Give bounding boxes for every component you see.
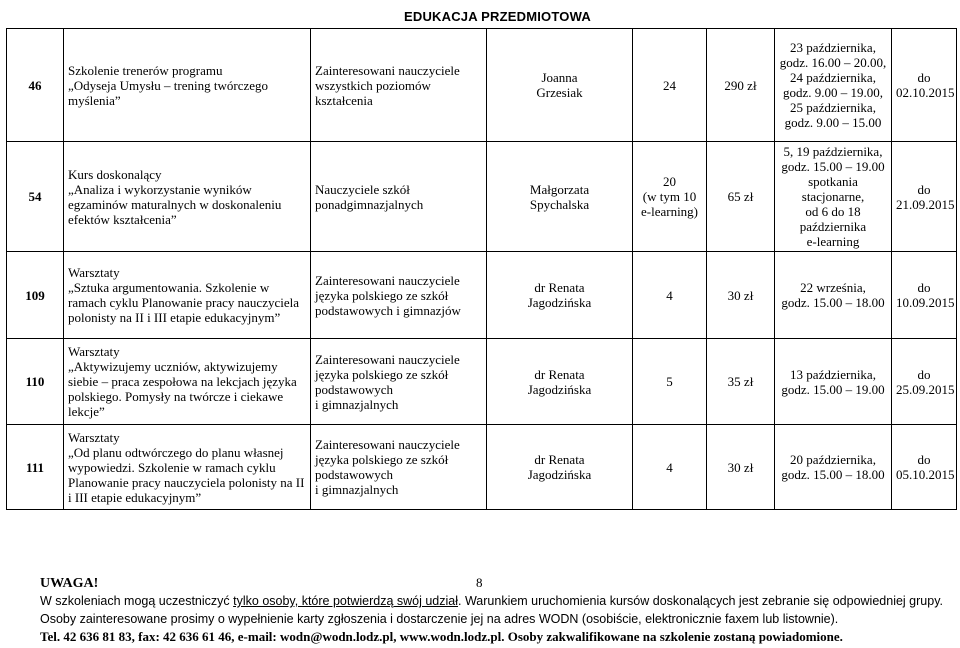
- table-row: [7, 252, 957, 339]
- footer-text: W szkoleniach mogą uczestniczyć: [40, 594, 234, 608]
- course-hours: 20 (w tym 10 e-learning): [633, 142, 707, 252]
- course-audience: Zainteresowani nauczyciele języka polskiego ze szkół podstawowych i gimnazjalnych: [311, 339, 487, 425]
- course-deadline: do 21.09.2015: [892, 142, 957, 252]
- course-deadline: do 25.09.2015: [892, 339, 957, 425]
- course-hours: 5: [633, 339, 707, 425]
- course-dates: 13 października, godz. 15.00 – 19.00: [775, 339, 892, 425]
- course-audience: Nauczyciele szkół ponadgimnazjalnych: [311, 142, 487, 252]
- footer-line-2: [40, 592, 950, 610]
- course-number: 111: [7, 425, 64, 510]
- course-number: 110: [7, 339, 64, 425]
- course-audience: Zainteresowani nauczyciele języka polskiego ze szkół podstawowych i gimnazjów: [311, 252, 487, 339]
- course-number: 54: [7, 142, 64, 252]
- course-deadline: do 10.09.2015: [892, 252, 957, 339]
- course-price: 30 zł: [707, 252, 775, 339]
- course-audience: Zainteresowani nauczyciele języka polskiego ze szkół podstawowych i gimnazjalnych: [311, 425, 487, 510]
- course-dates: 23 października, godz. 16.00 – 20.00, 24 października, godz. 9.00 – 19.00, 25 października, godz. 9.00 – 15.00: [775, 29, 892, 142]
- footer-notice: [40, 574, 950, 646]
- course-price: 35 zł: [707, 339, 775, 425]
- uwaga-label: UWAGA!: [40, 576, 99, 591]
- course-title: Szkolenie trenerów programu „Odyseja Umysłu – trening twórczego myślenia”: [64, 29, 311, 142]
- course-table: [6, 28, 957, 510]
- footer-line-3: Osoby zainteresowane prosimy o wypełnienie karty zgłoszenia i dostarczenie jej na adres WODN (osobiście, elektronicznie faxem lub listownie).: [40, 612, 839, 626]
- footer-contact-line: Tel. 42 636 81 83, fax: 42 636 61 46, e-mail: wodn@wodn.lodz.pl, www.wodn.lodz.pl. Osoby zakwalifikowane na szkolenie zostaną powiadomione.: [40, 629, 843, 644]
- course-hours: 4: [633, 252, 707, 339]
- course-price: 30 zł: [707, 425, 775, 510]
- section-title: EDUKACJA PRZEDMIOTOWA: [404, 9, 591, 24]
- course-title: Kurs doskonalący „Analiza i wykorzystanie wyników egzaminów maturalnych w doskonaleniu efektów kształcenia”: [64, 142, 311, 252]
- table-row: [7, 142, 957, 252]
- course-leader: dr Renata Jagodzińska: [487, 339, 633, 425]
- course-hours: 24: [633, 29, 707, 142]
- footer-underlined-text: tylko osoby, które potwierdzą swój udział: [233, 594, 459, 608]
- course-audience: Zainteresowani nauczyciele wszystkich poziomów kształcenia: [311, 29, 487, 142]
- footer-text: . Warunkiem uruchomienia kursów doskonalących jest zebranie się odpowiedniej grupy.: [458, 594, 943, 608]
- table-row: [7, 339, 957, 425]
- course-price: 290 zł: [707, 29, 775, 142]
- course-leader: Joanna Grzesiak: [487, 29, 633, 142]
- course-leader: Małgorzata Spychalska: [487, 142, 633, 252]
- course-title: Warsztaty „Aktywizujemy uczniów, aktywizujemy siebie – praca zespołowa na lekcjach języka polskiego. Pomysły na twórcze i ciekawe lekcje”: [64, 339, 311, 425]
- course-dates: 22 września, godz. 15.00 – 18.00: [775, 252, 892, 339]
- course-title: Warsztaty „Od planu odtwórczego do planu własnej wypowiedzi. Szkolenie w ramach cyklu Planowanie pracy nauczyciela polonisty na II i III etapie edukacyjnym”: [64, 425, 311, 510]
- course-number: 46: [7, 29, 64, 142]
- course-dates: 5, 19 października, godz. 15.00 – 19.00 spotkania stacjonarne, od 6 do 18 października e-learning: [775, 142, 892, 252]
- course-deadline: do 05.10.2015: [892, 425, 957, 510]
- page-number: 8: [476, 575, 483, 590]
- footer-line-1: [40, 574, 950, 592]
- course-dates: 20 października, godz. 15.00 – 18.00: [775, 425, 892, 510]
- course-title: Warsztaty „Sztuka argumentowania. Szkolenie w ramach cyklu Planowanie pracy nauczyciela polonisty na II i III etapie edukacyjnym”: [64, 252, 311, 339]
- table-row: [7, 425, 957, 510]
- course-leader: dr Renata Jagodzińska: [487, 252, 633, 339]
- course-number: 109: [7, 252, 64, 339]
- course-hours: 4: [633, 425, 707, 510]
- course-leader: dr Renata Jagodzińska: [487, 425, 633, 510]
- course-price: 65 zł: [707, 142, 775, 252]
- table-row: [7, 29, 957, 142]
- course-deadline: do 02.10.2015: [892, 29, 957, 142]
